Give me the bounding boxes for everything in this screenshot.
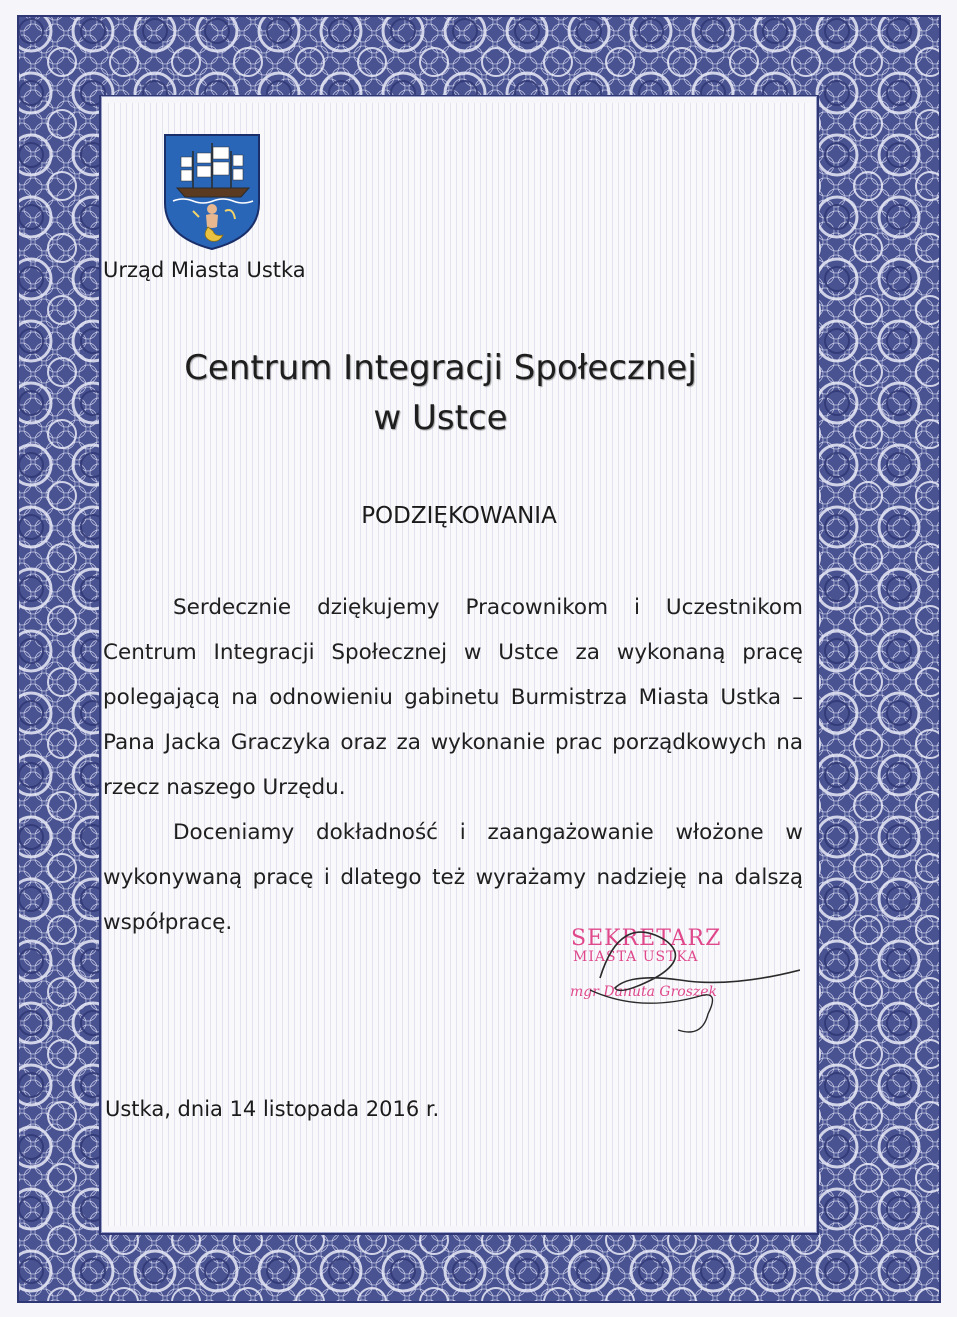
document-title: [108, 343, 773, 443]
document-date: Ustka, dnia 14 listopada 2016 r.: [105, 1097, 440, 1121]
title-line-2: w Ustce: [373, 398, 508, 438]
stamp-title: SEKRETARZ: [571, 926, 722, 951]
document-heading: PODZIĘKOWANIA: [361, 503, 557, 529]
official-stamp: [560, 918, 800, 1058]
title-line-1: Centrum Integracji Społecznej: [184, 348, 697, 388]
stamp-signatory: mgr Danuta Groszek: [570, 984, 718, 1000]
stamp-subtitle: MIASTA USTKA: [573, 949, 699, 965]
body-text: [103, 585, 803, 945]
office-name: Urząd Miasta Ustka: [103, 258, 306, 282]
body-paragraph-2: Doceniamy dokładność i zaangażowanie włożone w wykonywaną pracę i dlatego też wyrażamy nadzieję na dalszą współpracę.: [103, 820, 803, 935]
ship-and-mermaid-crest-icon: [163, 133, 261, 251]
handwritten-signature-icon: [560, 918, 800, 1058]
body-paragraph-1: Serdecznie dziękujemy Pracownikom i Uczestnikom Centrum Integracji Społecznej w Ustce za wykonaną pracę polegającą na odnowieniu gabinetu Burmistrza Miasta Ustka – Pana Jacka Graczyka oraz za wykonanie prac porządkowych na rzecz naszego Urzędu.: [103, 595, 803, 800]
